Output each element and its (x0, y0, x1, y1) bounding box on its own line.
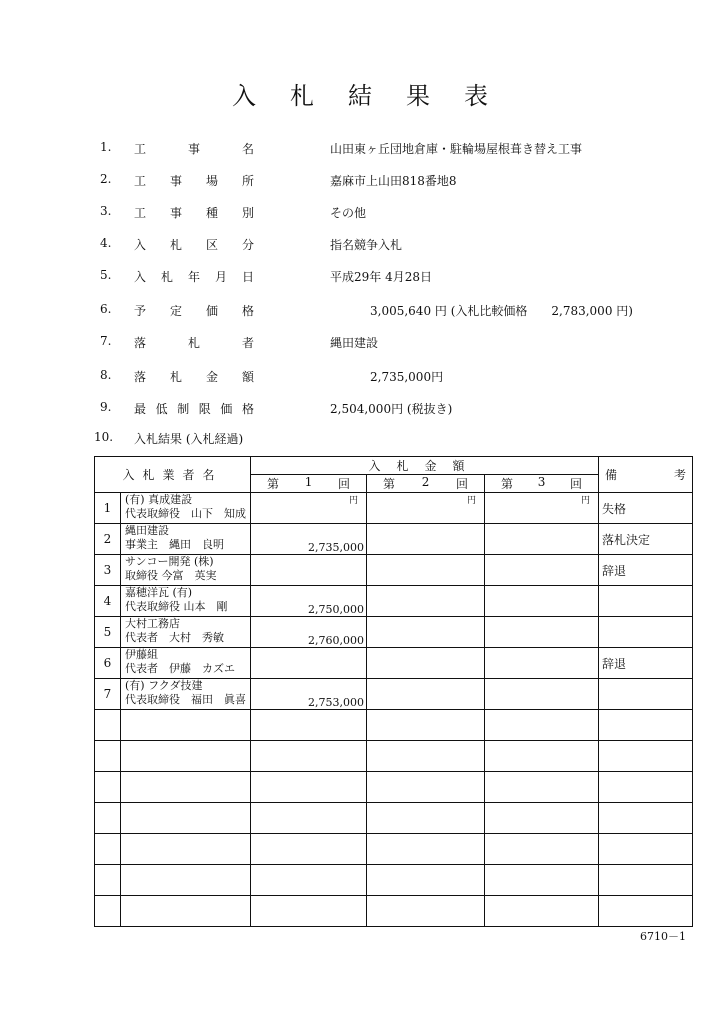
table-row (95, 834, 693, 865)
empty-cell (121, 741, 251, 772)
item-label (134, 400, 254, 417)
page-code: 6710－1 (640, 930, 686, 943)
item-label-char: 低 (155, 402, 168, 416)
empty-cell (485, 865, 599, 896)
table-row (95, 586, 693, 617)
item-label-char: 最 (134, 402, 147, 416)
empty-cell (251, 741, 367, 772)
item-number: 9. (100, 400, 112, 414)
empty-cell (121, 834, 251, 865)
bidder-company: サンコー開発 (株) (125, 555, 214, 568)
round-part: 第 (501, 477, 514, 491)
empty-cell (95, 834, 121, 865)
bid-round-2-amount (367, 493, 485, 524)
item-label-char: 日 (241, 270, 254, 284)
empty-cell (599, 834, 693, 865)
table-row (95, 865, 693, 896)
item-value: 指名競争入札 (330, 238, 403, 252)
bid-round-2-amount (367, 524, 485, 555)
header-remarks (599, 457, 693, 493)
item-label-char: 定 (169, 304, 182, 318)
item-number: 10. (94, 430, 114, 444)
round-part: 3 (537, 475, 546, 489)
item-label-char: 落 (134, 370, 147, 384)
bid-round-2-amount (367, 555, 485, 586)
empty-cell (599, 741, 693, 772)
empty-cell (599, 896, 693, 927)
bid-round-3-amount (485, 493, 599, 524)
item-number: 2. (100, 172, 112, 186)
remarks: 失格 (599, 493, 693, 524)
item-value: 縄田建設 (330, 336, 379, 350)
empty-cell (251, 834, 367, 865)
item-label-char: 事 (169, 174, 182, 188)
bid-round-1-amount (251, 524, 367, 555)
bidder-name (121, 555, 251, 586)
table-header-row (95, 457, 693, 475)
bid-value: 2,750,000 (308, 603, 365, 616)
item-label-char: 入 (134, 238, 147, 252)
header-round-1 (251, 475, 367, 493)
row-number: 6 (95, 648, 121, 679)
empty-cell (367, 710, 485, 741)
empty-cell (121, 772, 251, 803)
empty-cell (95, 772, 121, 803)
round-part: 回 (337, 477, 350, 491)
empty-cell (121, 803, 251, 834)
item-label-char: 金 (205, 370, 218, 384)
round-part: 回 (569, 477, 582, 491)
bidder-company: 縄田建設 (125, 524, 169, 537)
bidder-representative: 事業主 縄田 良明 (125, 538, 224, 551)
bidder-company: 大村工務店 (125, 617, 180, 630)
bid-round-3-amount (485, 524, 599, 555)
empty-cell (367, 741, 485, 772)
remarks: 辞退 (599, 648, 693, 679)
bidder-name (121, 648, 251, 679)
table-row (95, 710, 693, 741)
row-number: 1 (95, 493, 121, 524)
bid-round-1-amount (251, 586, 367, 617)
item-label (134, 302, 254, 319)
document-title: 入札結果表 (232, 82, 522, 110)
bid-value: 2,735,000 (308, 541, 365, 554)
empty-cell (485, 896, 599, 927)
bidder-representative: 代表者 大村 秀敏 (125, 631, 224, 644)
item-label-char: 月 (214, 270, 227, 284)
table-row (95, 741, 693, 772)
empty-cell (251, 865, 367, 896)
bidder-representative: 代表取締役 福田 眞喜 (125, 693, 246, 706)
bidder-name (121, 617, 251, 648)
empty-cell (121, 896, 251, 927)
empty-cell (95, 710, 121, 741)
remarks: 辞退 (599, 555, 693, 586)
remarks (599, 586, 693, 617)
round-part: 回 (455, 477, 468, 491)
bidder-representative: 取締役 今富 英実 (125, 569, 217, 582)
empty-cell (121, 865, 251, 896)
item-label-char: 札 (169, 238, 182, 252)
item-number: 1. (100, 140, 112, 154)
bidder-representative: 代表取締役 山本 剛 (125, 600, 228, 613)
empty-cell (121, 710, 251, 741)
bid-round-1-amount (251, 493, 367, 524)
table-row (95, 648, 693, 679)
bidder-name (121, 493, 251, 524)
item-label (134, 368, 254, 385)
item-label-char: 場 (205, 174, 218, 188)
bid-round-1-amount (251, 679, 367, 710)
bid-round-3-amount (485, 555, 599, 586)
item-label-char: 区 (205, 238, 218, 252)
item-value: 3,005,640 円 (入札比較価格 2,783,000 円) (370, 304, 633, 318)
item-label-char: 落 (134, 336, 147, 350)
header-round-2 (367, 475, 485, 493)
bidder-company: 伊藤組 (125, 648, 158, 661)
item-value: 2,504,000円 (税抜き) (330, 402, 453, 416)
empty-cell (485, 834, 599, 865)
item-label-char: 分 (241, 238, 254, 252)
empty-cell (599, 710, 693, 741)
bidder-representative: 代表者 伊藤 カズエ (125, 662, 235, 675)
bid-round-1-amount (251, 555, 367, 586)
bid-round-2-amount (367, 679, 485, 710)
empty-cell (95, 803, 121, 834)
empty-cell (485, 710, 599, 741)
item-label-char: 格 (241, 402, 254, 416)
item-label (134, 172, 254, 189)
item-label-char: 価 (220, 402, 233, 416)
round-part: 第 (383, 477, 396, 491)
item-label-char: 工 (134, 174, 147, 188)
empty-cell (251, 710, 367, 741)
item-label-char: 工 (134, 142, 147, 156)
table-row (95, 524, 693, 555)
item-label-char: 限 (198, 402, 211, 416)
header-remarks-2: 考 (674, 468, 687, 482)
item-label-char: 所 (241, 174, 254, 188)
bid-round-2-amount (367, 617, 485, 648)
item-label-char: 年 (187, 270, 200, 284)
empty-cell (599, 865, 693, 896)
empty-cell (599, 772, 693, 803)
item-label (134, 268, 254, 285)
item-value: 山田東ヶ丘団地倉庫・駐輪場屋根葺き替え工事 (330, 142, 583, 156)
bid-round-1-amount (251, 648, 367, 679)
item-label-char: 札 (169, 370, 182, 384)
bid-value: 2,753,000 (308, 696, 365, 709)
empty-cell (251, 772, 367, 803)
item-label-char: 種 (205, 206, 218, 220)
bid-round-3-amount (485, 586, 599, 617)
remarks: 落札決定 (599, 524, 693, 555)
row-number: 3 (95, 555, 121, 586)
item-value: 平成29年 4月28日 (330, 270, 432, 284)
item-label-char: 額 (241, 370, 254, 384)
bid-round-3-amount (485, 679, 599, 710)
empty-cell (95, 896, 121, 927)
item-label (134, 236, 254, 253)
bid-round-2-amount (367, 648, 485, 679)
bid-results-table (94, 456, 693, 927)
row-number: 7 (95, 679, 121, 710)
bidder-company: (有) フクダ技建 (125, 679, 203, 692)
row-number: 4 (95, 586, 121, 617)
item-label: 入札結果 (入札経過) (134, 432, 244, 446)
row-number: 2 (95, 524, 121, 555)
yen-unit: 円 (581, 496, 591, 506)
item-label-char: 格 (241, 304, 254, 318)
table-row (95, 896, 693, 927)
empty-cell (367, 803, 485, 834)
item-label-char: 工 (134, 206, 147, 220)
item-number: 5. (100, 268, 112, 282)
table-row (95, 493, 693, 524)
remarks (599, 679, 693, 710)
empty-cell (485, 741, 599, 772)
item-label (134, 204, 254, 221)
bidder-name (121, 586, 251, 617)
bid-round-1-amount (251, 617, 367, 648)
round-part: 1 (304, 475, 313, 489)
empty-cell (95, 741, 121, 772)
item-value: その他 (330, 206, 367, 220)
header-bid-amount: 入札金額 (251, 457, 599, 475)
header-bidder-name: 入札業者名 (95, 457, 251, 493)
row-number: 5 (95, 617, 121, 648)
header-round-3 (485, 475, 599, 493)
bidder-name (121, 524, 251, 555)
empty-cell (367, 896, 485, 927)
item-label-char: 別 (241, 206, 254, 220)
bid-round-2-amount (367, 586, 485, 617)
item-label-char: 事 (169, 206, 182, 220)
item-number: 8. (100, 368, 112, 382)
item-value: 嘉麻市上山田818番地8 (330, 174, 457, 188)
table-row (95, 555, 693, 586)
item-value: 2,735,000円 (370, 370, 444, 384)
empty-cell (251, 803, 367, 834)
bidder-name (121, 679, 251, 710)
item-number: 7. (100, 334, 112, 348)
yen-unit: 円 (467, 496, 477, 506)
table-row (95, 617, 693, 648)
empty-cell (367, 772, 485, 803)
empty-cell (251, 896, 367, 927)
item-label-char: 予 (134, 304, 147, 318)
table-row (95, 679, 693, 710)
item-number: 3. (100, 204, 112, 218)
yen-unit: 円 (349, 496, 359, 506)
item-label (134, 140, 254, 157)
empty-cell (599, 803, 693, 834)
empty-cell (367, 834, 485, 865)
item-number: 6. (100, 302, 112, 316)
bidder-company: 嘉穂洋瓦 (有) (125, 586, 193, 599)
header-remarks-1: 備 (605, 468, 618, 482)
item-label-char: 制 (177, 402, 190, 416)
bid-round-3-amount (485, 648, 599, 679)
item-label-char: 入 (134, 270, 147, 284)
item-label (134, 334, 254, 351)
bidder-representative: 代表取締役 山下 知成 (125, 507, 246, 520)
item-label-char: 者 (241, 336, 254, 350)
item-label-char: 札 (187, 336, 200, 350)
empty-cell (95, 865, 121, 896)
round-part: 第 (267, 477, 280, 491)
empty-cell (485, 772, 599, 803)
round-part: 2 (421, 475, 430, 489)
table-row (95, 803, 693, 834)
empty-cell (367, 865, 485, 896)
item-label-char: 札 (160, 270, 173, 284)
remarks (599, 617, 693, 648)
item-label-char: 事 (187, 142, 200, 156)
bid-round-3-amount (485, 617, 599, 648)
empty-cell (485, 803, 599, 834)
bid-value: 2,760,000 (308, 634, 365, 647)
table-row (95, 772, 693, 803)
item-label-char: 価 (205, 304, 218, 318)
item-number: 4. (100, 236, 112, 250)
bidder-company: (有) 真成建設 (125, 493, 193, 506)
item-label-char: 名 (241, 142, 254, 156)
